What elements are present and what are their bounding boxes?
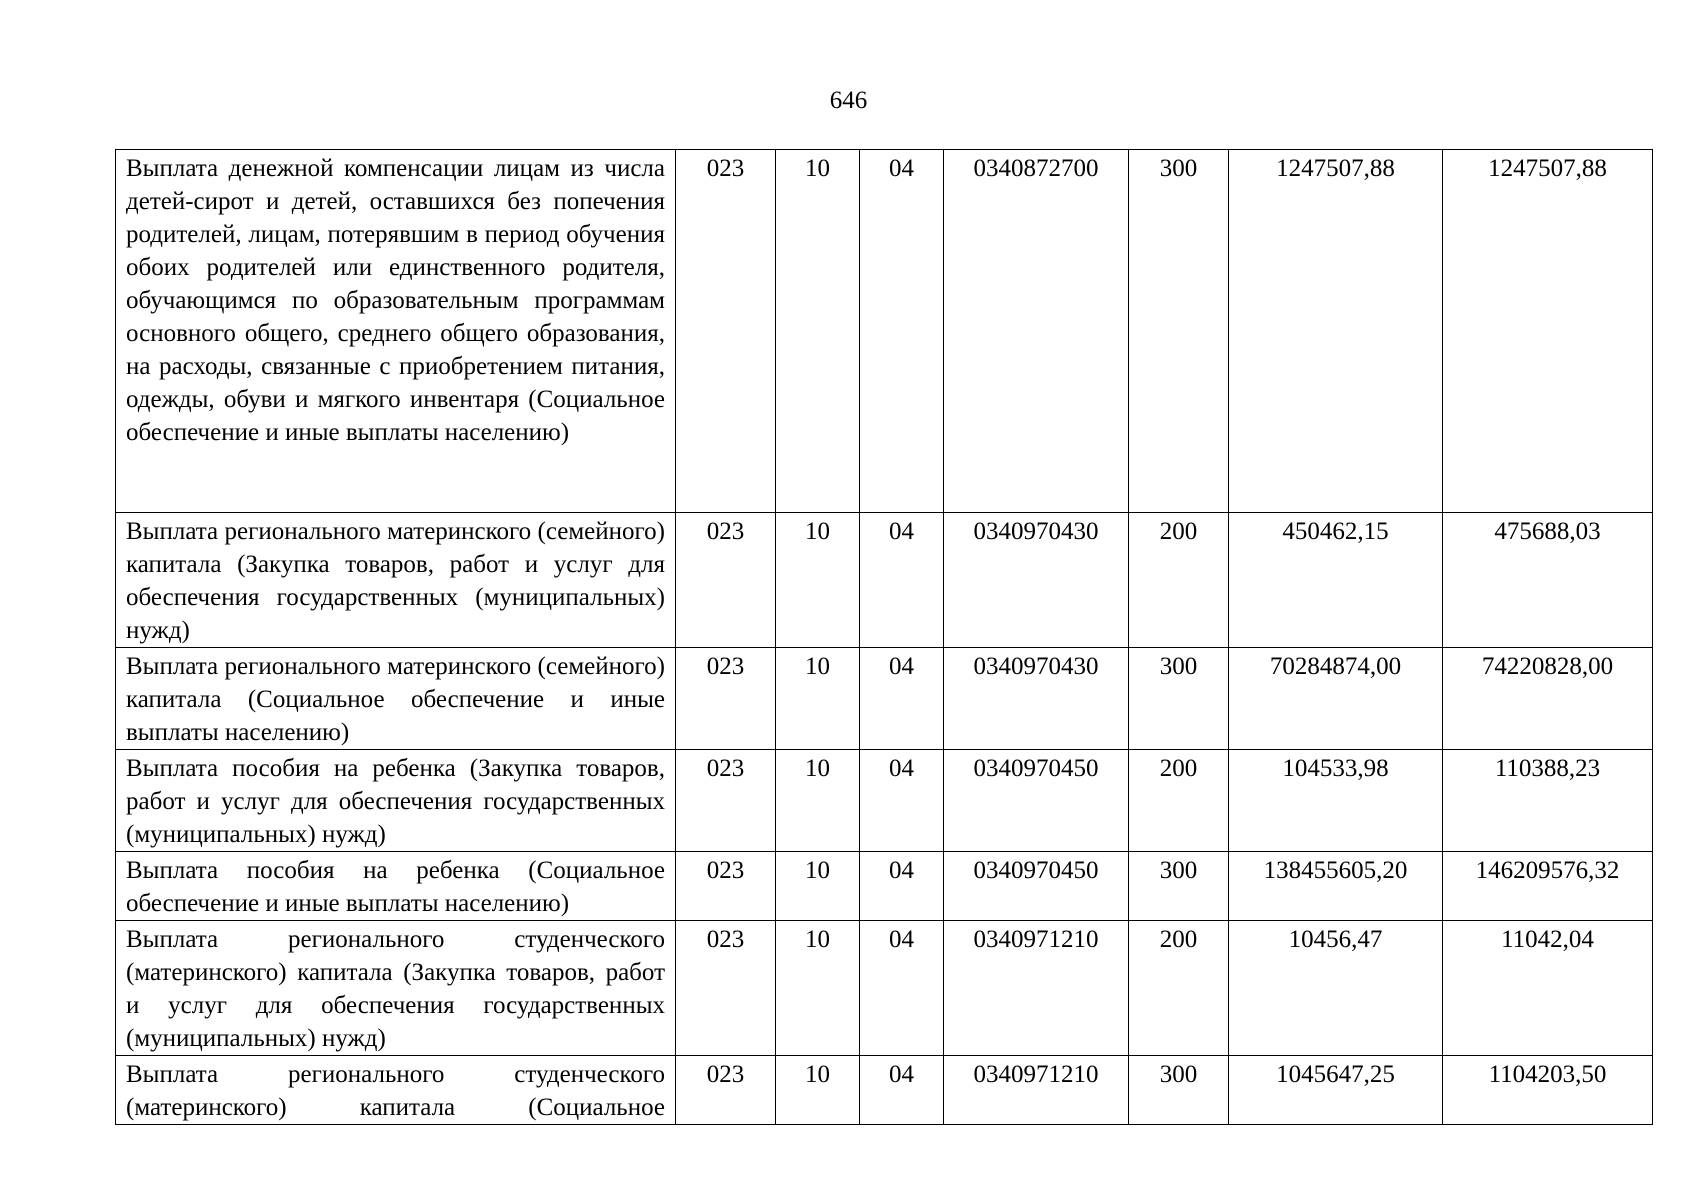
page-number: 646 (829, 87, 868, 114)
sum-first-year: 138455605,20 (1229, 852, 1443, 921)
expense-type-code: 200 (1129, 750, 1229, 852)
target-article-code: 0340970430 (944, 513, 1129, 648)
expense-type-code: 300 (1129, 648, 1229, 750)
table-row (116, 150, 1653, 513)
row-description: Выплата регионального материнского (семейного) капитала (Закупка товаров, работ и услуг для обеспечения государственных (муниципальных) нужд) (116, 513, 676, 648)
section-code: 10 (776, 150, 860, 513)
row-description: Выплата регионального студенческого (материнского) капитала (Социальное (116, 1056, 676, 1125)
ministry-code: 023 (676, 150, 776, 513)
sum-first-year: 70284874,00 (1229, 648, 1443, 750)
ministry-code: 023 (676, 513, 776, 648)
row-description: Выплата пособия на ребенка (Закупка товаров, работ и услуг для обеспечения государственных (муниципальных) нужд) (116, 750, 676, 852)
ministry-code: 023 (676, 648, 776, 750)
budget-table (115, 149, 1653, 1125)
subsection-code: 04 (860, 1056, 944, 1125)
sum-first-year: 450462,15 (1229, 513, 1443, 648)
sum-second-year: 146209576,32 (1443, 852, 1653, 921)
section-code: 10 (776, 750, 860, 852)
table-row (116, 750, 1653, 852)
sum-second-year: 110388,23 (1443, 750, 1653, 852)
section-code: 10 (776, 852, 860, 921)
row-description: Выплата регионального материнского (семейного) капитала (Социальное обеспечение и иные выплаты населению) (116, 648, 676, 750)
sum-second-year: 1104203,50 (1443, 1056, 1653, 1125)
expense-type-code: 200 (1129, 921, 1229, 1056)
subsection-code: 04 (860, 150, 944, 513)
ministry-code: 023 (676, 750, 776, 852)
expense-type-code: 300 (1129, 150, 1229, 513)
expense-type-code: 200 (1129, 513, 1229, 648)
target-article-code: 0340971210 (944, 921, 1129, 1056)
section-code: 10 (776, 648, 860, 750)
section-code: 10 (776, 513, 860, 648)
expense-type-code: 300 (1129, 852, 1229, 921)
table-row (116, 648, 1653, 750)
expense-type-code: 300 (1129, 1056, 1229, 1125)
sum-first-year: 104533,98 (1229, 750, 1443, 852)
row-description: Выплата регионального студенческого (материнского) капитала (Закупка товаров, работ и услуг для обеспечения государственных (муниципальных) нужд) (116, 921, 676, 1056)
row-description: Выплата денежной компенсации лицам из числа детей-сирот и детей, оставшихся без попечения родителей, лицам, потерявшим в период обучения обоих родителей или единственного родителя, обучающимся по образовательным программам основного общего, среднего общего образования, на расходы, связанные с приобретением питания, одежды, обуви и мягкого инвентаря (Социальное обеспечение и иные выплаты населению) (116, 150, 676, 513)
row-description: Выплата пособия на ребенка (Социальное обеспечение и иные выплаты населению) (116, 852, 676, 921)
table-row (116, 852, 1653, 921)
target-article-code: 0340970450 (944, 750, 1129, 852)
section-code: 10 (776, 921, 860, 1056)
subsection-code: 04 (860, 921, 944, 1056)
subsection-code: 04 (860, 648, 944, 750)
sum-second-year: 475688,03 (1443, 513, 1653, 648)
target-article-code: 0340872700 (944, 150, 1129, 513)
table-row (116, 513, 1653, 648)
target-article-code: 0340971210 (944, 1056, 1129, 1125)
section-code: 10 (776, 1056, 860, 1125)
ministry-code: 023 (676, 1056, 776, 1125)
subsection-code: 04 (860, 750, 944, 852)
subsection-code: 04 (860, 852, 944, 921)
ministry-code: 023 (676, 852, 776, 921)
sum-second-year: 74220828,00 (1443, 648, 1653, 750)
subsection-code: 04 (860, 513, 944, 648)
table-row (116, 1056, 1653, 1125)
sum-second-year: 11042,04 (1443, 921, 1653, 1056)
sum-first-year: 1045647,25 (1229, 1056, 1443, 1125)
table-row (116, 921, 1653, 1056)
sum-first-year: 10456,47 (1229, 921, 1443, 1056)
ministry-code: 023 (676, 921, 776, 1056)
target-article-code: 0340970450 (944, 852, 1129, 921)
sum-first-year: 1247507,88 (1229, 150, 1443, 513)
sum-second-year: 1247507,88 (1443, 150, 1653, 513)
target-article-code: 0340970430 (944, 648, 1129, 750)
